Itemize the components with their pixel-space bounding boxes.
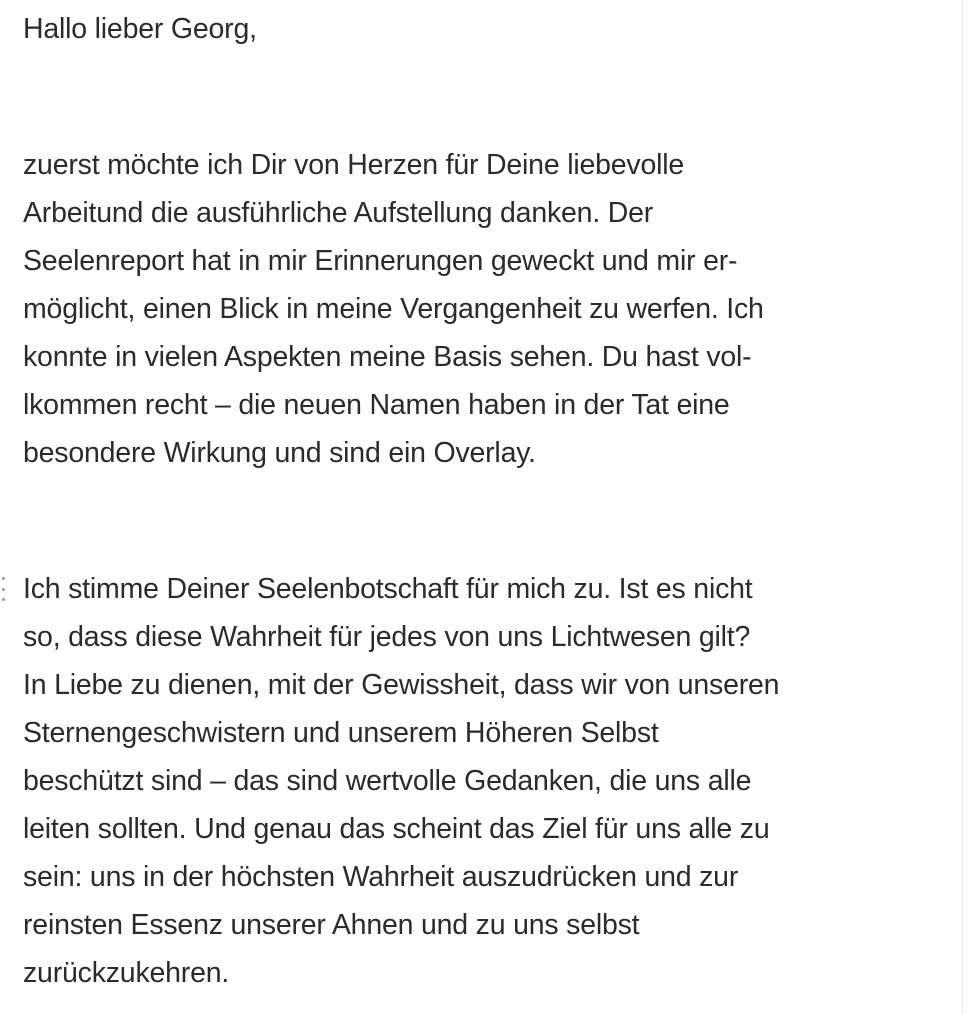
drag-handle-dot	[2, 598, 5, 601]
paragraph-1[interactable]: zuerst möchte ich Dir von Herzen für Deine liebevolle Arbeitund die ausführliche Aufstellung danken. Der Seelenreport hat in mir Erinnerungen geweckt und mir er- möglicht, einen Blick in meine Vergangenheit zu werfen. Ich konnte in vielen Aspekten meine Basis sehen. Du hast vol- lkommen recht – die neuen Namen haben in der Tat eine besondere Wirkung und sind ein Overlay.	[23, 149, 764, 469]
greeting-paragraph[interactable]: Hallo lieber Georg,	[23, 13, 257, 45]
drag-handle-icon[interactable]	[0, 577, 6, 601]
drag-handle-dot	[2, 588, 5, 591]
scrollbar-track[interactable]	[962, 0, 972, 1014]
drag-handle-dot	[2, 577, 5, 580]
paragraph-2[interactable]: Ich stimme Deiner Seelenbotschaft für mich zu. Ist es nicht so, dass diese Wahrheit für jedes von uns Lichtwesen gilt? In Liebe zu dienen, mit der Gewissheit, dass wir von unseren Sternengeschwistern und unserem Höheren Selbst beschützt sind – das sind wertvolle Gedanken, die uns alle leiten sollten. Und genau das scheint das Ziel für uns alle zu sein: uns in der höchsten Wahrheit auszudrücken und zur reinsten Essenz unserer Ahnen und zu uns selbst zurückzukehren.	[23, 573, 780, 989]
